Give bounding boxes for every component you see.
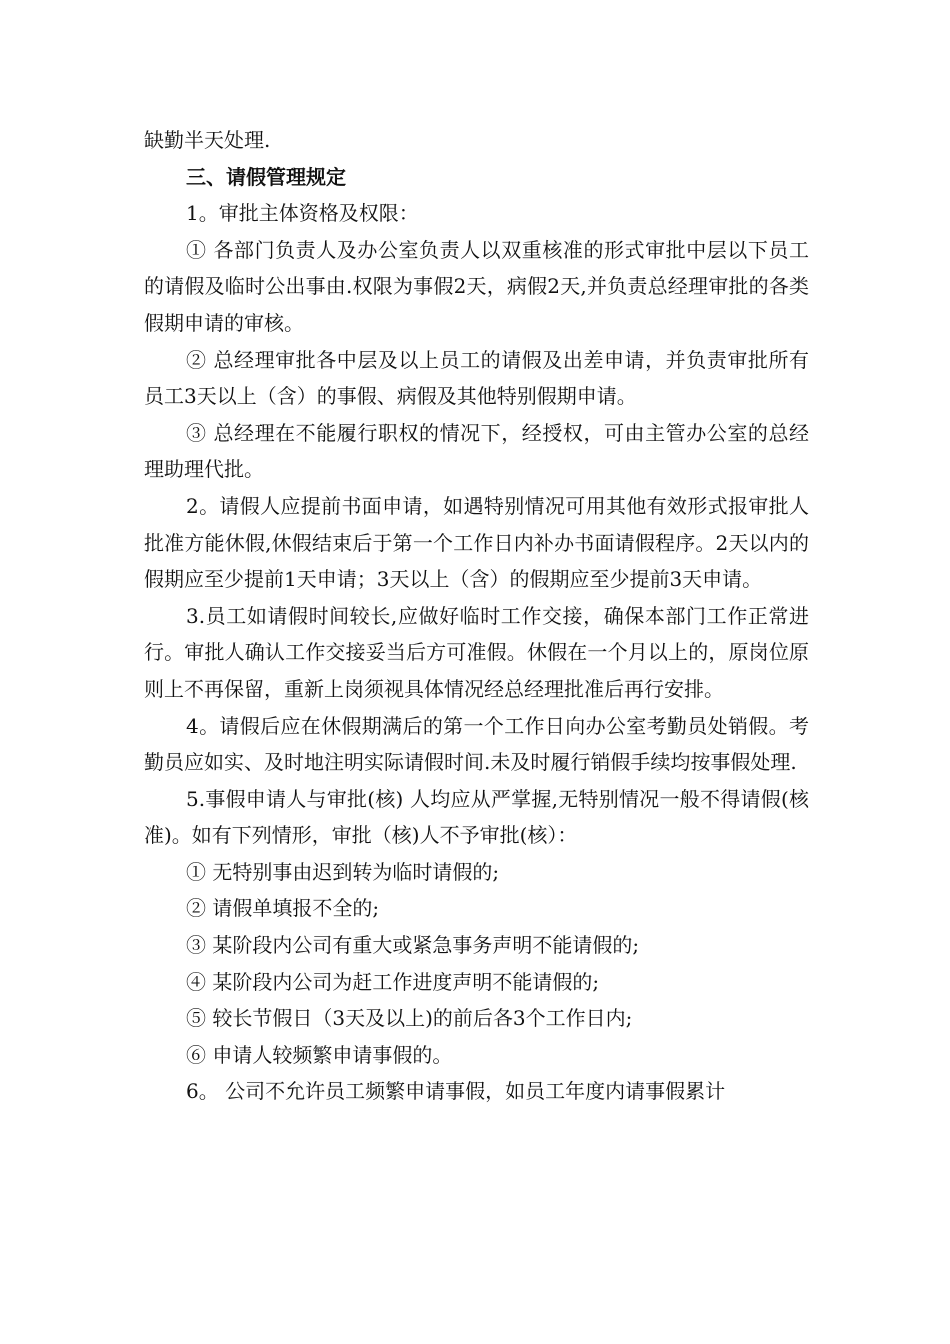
- paragraph-continuation: 缺勤半天处理.: [144, 128, 271, 152]
- item-1-title: 1。审批主体资格及权限：: [186, 201, 419, 226]
- document-body: [144, 122, 809, 1110]
- item-5-case-4: ④ 某阶段内公司为赶工作进度声明不能请假的;: [186, 969, 600, 994]
- item-2: 2。请假人应提前书面申请，如遇特别情况可用其他有效形式报审批人批准方能休假,休假结束后于第一个工作日内补办书面请假程序。2天以内的假期应至少提前1天申请；3天以上（含）的假期应至少提前3天申请。: [144, 493, 809, 592]
- item-5-case-3: ③ 某阶段内公司有重大或紧急事务声明不能请假的;: [186, 933, 640, 958]
- item-3: 3.员工如请假时间较长,应做好临时工作交接，确保本部门工作正常进行。审批人确认工作交接妥当后方可准假。休假在一个月以上的，原岗位原则上不再保留，重新上岗须视具体情况经总经理批准后再行安排。: [144, 603, 809, 701]
- item-6: 6。 公司不允许员工频繁申请事假，如员工年度内请事假累计: [186, 1079, 726, 1104]
- item-5-case-6: ⑥ 申请人较频繁申请事假的。: [186, 1042, 453, 1067]
- section-heading: 三、请假管理规定: [186, 164, 346, 189]
- item-5-case-2: ② 请假单填报不全的;: [186, 896, 380, 921]
- item-1-sub-3: ③ 总经理在不能履行职权的情况下，经授权，可由主管办公室的总经理助理代批。: [144, 420, 809, 482]
- item-1-sub-2: ② 总经理审批各中层及以上员工的请假及出差申请，并负责审批所有员工3天以上（含）的事假、病假及其他特别假期申请。: [144, 347, 809, 409]
- item-4: 4。请假后应在休假期满后的第一个工作日向办公室考勤员处销假。考勤员应如实、及时地注明实际请假时间.未及时履行销假手续均按事假处理.: [144, 713, 809, 775]
- item-5-case-5: ⑤ 较长节假日（3天及以上)的前后各3个工作日内;: [186, 1006, 633, 1031]
- item-5-case-1: ① 无特别事由迟到转为临时请假的;: [186, 859, 500, 884]
- item-1-sub-1: ① 各部门负责人及办公室负责人以双重核准的形式审批中层以下员工的请假及临时公出事由.权限为事假2天，病假2天,并负责总经理审批的各类假期申请的审核。: [144, 237, 809, 335]
- item-5: 5.事假申请人与审批(核) 人均应从严掌握,无特别情况一般不得请假(核准)。如有下列情形，审批（核)人不予审批(核）：: [144, 786, 809, 848]
